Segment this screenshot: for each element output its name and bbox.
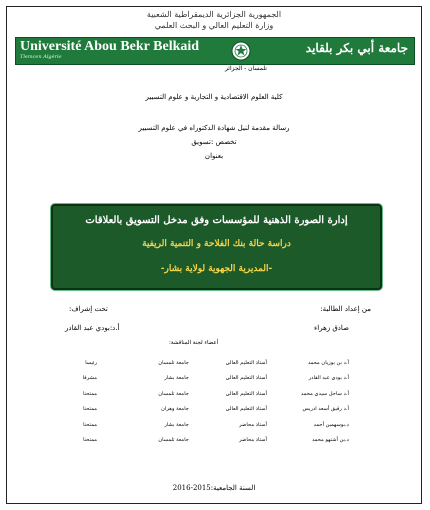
committee-table bbox=[47, 355, 349, 448]
university-banner bbox=[15, 37, 415, 65]
thesis-description: رسالة مقدمة لنيل شهادة الدكتوراه في علوم التسيير bbox=[138, 124, 290, 132]
member-rank: أستاذ التعليم العالي bbox=[225, 390, 267, 397]
university-name-arabic: جامعة أبي بكر بلقايد bbox=[305, 41, 408, 55]
member-name: أ.د رقيق أسعد ادريس bbox=[302, 406, 349, 413]
student-name: صادق زهراء bbox=[313, 324, 349, 332]
academic-year-value: 2015-2016 bbox=[172, 484, 211, 492]
supervisor-name: أ.د:بودي عبد القادر bbox=[65, 324, 120, 332]
committee-label: أعضاء لجنة المناقشة: bbox=[169, 340, 219, 346]
university-city-latin: Tlemcen Algérie bbox=[20, 54, 62, 60]
republic-header: الجمهورية الجزائرية الديمقراطية الشعبية bbox=[146, 10, 282, 19]
academic-year-label: السنة الجامعية: bbox=[210, 484, 256, 492]
student-label: من إعداد الطالبة: bbox=[320, 305, 371, 313]
thesis-cover-page bbox=[6, 6, 422, 504]
table-row bbox=[47, 433, 349, 449]
member-role: ممتحنا bbox=[83, 421, 97, 428]
thesis-title-main: إدارة الصورة الذهنية للمؤسسات وفق مدخل التسويق بالعلاقات bbox=[85, 215, 348, 226]
member-name: د.بوسهمين أحمد bbox=[313, 421, 349, 428]
thesis-title-box bbox=[51, 204, 382, 290]
member-rank: أستاذ التعليم العالي bbox=[225, 359, 267, 366]
ministry-header: وزارة التعليم العالي و البحث العلمي bbox=[154, 21, 274, 30]
academic-year bbox=[7, 484, 421, 492]
member-university: جامعة بشار bbox=[164, 375, 189, 382]
member-university: جامعة بشار bbox=[164, 421, 189, 428]
member-name: أ.د بودي عبد القادر bbox=[308, 375, 349, 382]
table-row bbox=[47, 402, 349, 418]
member-university: جامعة تلمسان bbox=[158, 390, 189, 397]
faculty-name: كلية العلوم الاقتصادية و التجارية و علوم التسيير bbox=[145, 93, 283, 101]
member-university: جامعة وهران bbox=[161, 406, 189, 413]
university-seal-icon bbox=[231, 41, 251, 61]
thesis-title-case-study: دراسة حالة بنك الفلاحة و التنمية الريفية bbox=[142, 239, 291, 249]
member-role: ممتحنا bbox=[83, 390, 97, 397]
member-name: أ.د بن بوزيان محمد bbox=[307, 359, 349, 366]
member-role: مشرفا bbox=[82, 375, 97, 382]
title-label: بعنوان bbox=[204, 152, 224, 160]
member-role: ممتحنا bbox=[83, 406, 97, 413]
member-name: أ.د ساحل سيدي محمد bbox=[301, 390, 349, 397]
table-row bbox=[47, 386, 349, 402]
city-arabic: تلمسان - الجزائر bbox=[225, 65, 267, 72]
member-rank: أستاذ محاضر bbox=[239, 437, 267, 444]
table-row bbox=[47, 355, 349, 371]
member-rank: أستاذ التعليم العالي bbox=[225, 375, 267, 382]
member-rank: أستاذ التعليم العالي bbox=[225, 406, 267, 413]
member-rank: أستاذ محاضر bbox=[239, 421, 267, 428]
table-row bbox=[47, 371, 349, 387]
university-name-latin: Université Abou Bekr Belkaid bbox=[20, 39, 200, 54]
member-university: جامعة تلمسان bbox=[158, 359, 189, 366]
member-role: رئيسا bbox=[85, 359, 97, 366]
table-row bbox=[47, 417, 349, 433]
specialty: تخصص :تسويق bbox=[191, 138, 237, 146]
member-name: د.بن أشنهو محمد bbox=[312, 437, 349, 444]
member-university: جامعة تلمسان bbox=[158, 437, 189, 444]
member-role: ممتحنا bbox=[83, 437, 97, 444]
thesis-title-directorate: -المديرية الجهوية لولاية بشار- bbox=[160, 264, 273, 274]
supervisor-label: تحت إشراف: bbox=[69, 305, 108, 313]
